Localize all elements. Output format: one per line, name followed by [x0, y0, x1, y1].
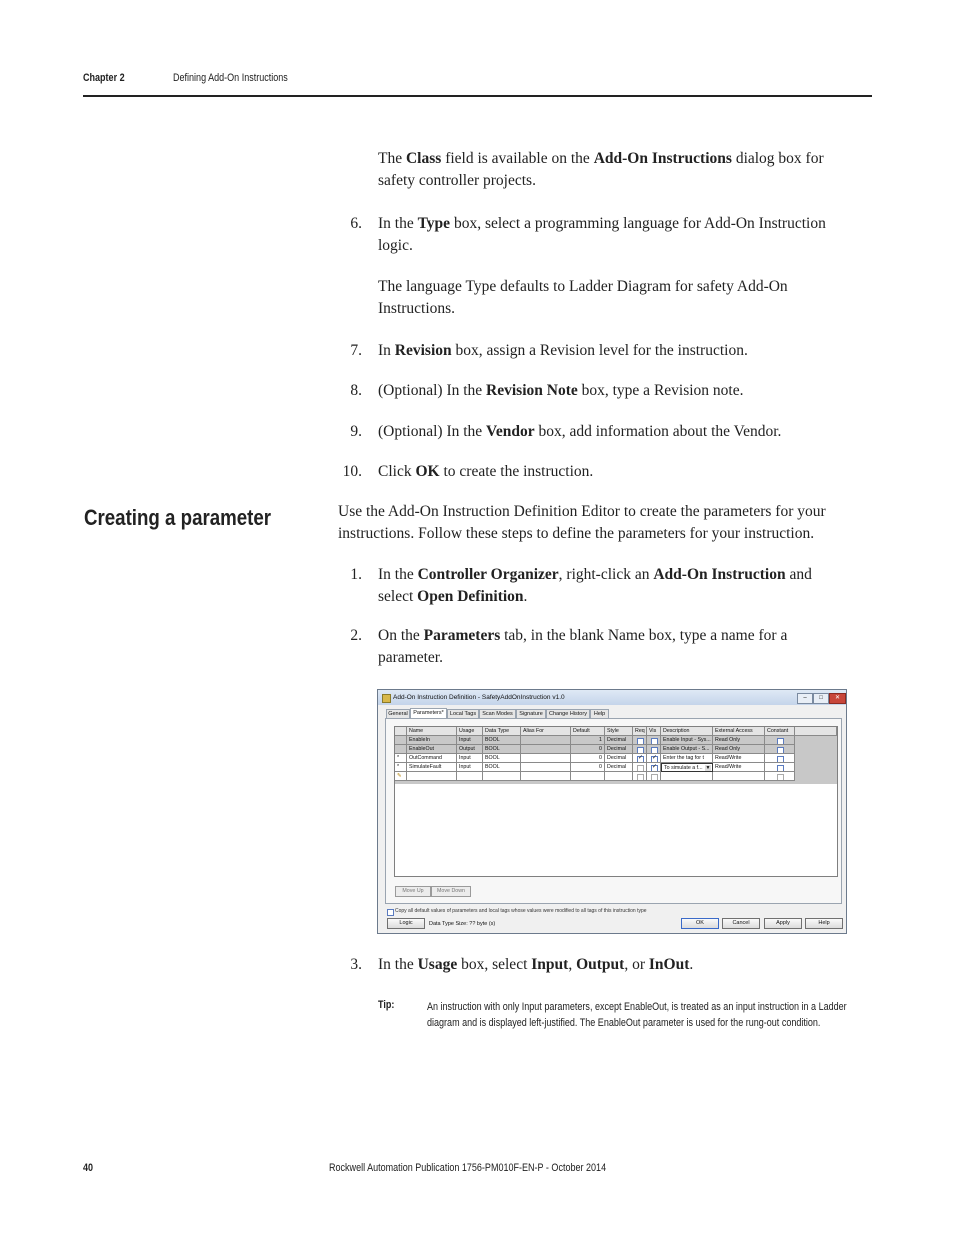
chapter-label: Chapter 2 — [83, 72, 125, 84]
tab-help[interactable]: Help — [590, 709, 609, 720]
class-field-note: The Class field is available on the Add-On Instructions dialog box for safety controller projects. — [378, 150, 824, 189]
tab-parameters[interactable]: Parameters* — [410, 708, 447, 720]
step-7-text: In Revision box, assign a Revision level for the instruction. — [378, 342, 748, 359]
close-button[interactable]: ✕ — [829, 693, 846, 704]
tab-general[interactable]: General — [386, 709, 410, 720]
col-req[interactable]: Req — [633, 727, 647, 736]
col-constant[interactable]: Constant — [765, 727, 795, 736]
vis-checkbox[interactable] — [651, 756, 658, 763]
app-icon — [382, 694, 391, 703]
help-button[interactable]: Help — [805, 918, 843, 929]
add-on-instruction-definition-dialog — [377, 689, 847, 934]
pencil-icon: ✎ — [395, 772, 407, 781]
req-checkbox[interactable] — [637, 747, 644, 754]
step-number: 7. — [350, 342, 362, 359]
step-9-text: (Optional) In the Vendor box, add information about the Vendor. — [378, 423, 782, 440]
step-number: 3. — [350, 956, 362, 973]
col-name[interactable]: Name — [407, 727, 457, 736]
header-rule — [83, 95, 872, 97]
publication-info: Rockwell Automation Publication 1756-PM010F-EN-P - October 2014 — [329, 1162, 607, 1174]
req-checkbox[interactable] — [637, 738, 644, 745]
tip-text: An instruction with only Input parameters, except EnableOut, is treated as an input instruction in a Ladder diagram and is displayed left-justified. The EnableOut parameter is used for the rung-out condition. — [427, 1001, 847, 1029]
vis-checkbox[interactable] — [651, 747, 658, 754]
step-number: 1. — [350, 566, 362, 583]
col-usage[interactable]: Usage — [457, 727, 483, 736]
tab-local-tags[interactable]: Local Tags — [447, 709, 479, 720]
description-editor[interactable]: To simulate a f... ▼ — [661, 763, 713, 772]
tab-scan-modes[interactable]: Scan Modes — [479, 709, 516, 720]
table-row[interactable]: EnableIn Input BOOL 1 Decimal Enable Input - Sys... Read Only — [395, 736, 837, 745]
req-checkbox[interactable] — [637, 756, 644, 763]
apply-button[interactable]: Apply — [764, 918, 802, 929]
new-name-cell[interactable] — [407, 772, 457, 781]
ok-button[interactable]: OK — [681, 918, 719, 929]
chapter-title: Defining Add-On Instructions — [173, 72, 288, 84]
vis-checkbox[interactable] — [651, 774, 658, 781]
maximize-button[interactable]: □ — [813, 693, 829, 704]
type-default-note: The language Type defaults to Ladder Diagram for safety Add-On Instructions. — [378, 278, 788, 317]
param-step-3-text: In the Usage box, select Input, Output, or InOut. — [378, 956, 694, 973]
req-checkbox[interactable] — [637, 774, 644, 781]
table-row[interactable]: * SimulateFault Input BOOL 0 Decimal ✓ To simulate a f... ▼ Read/Write — [395, 763, 837, 772]
step-number: 10. — [342, 463, 362, 480]
parameters-grid — [394, 726, 838, 877]
constant-checkbox[interactable] — [777, 747, 784, 754]
tab-change-history[interactable]: Change History — [546, 709, 590, 720]
table-row[interactable]: * OutCommand Input BOOL 0 Decimal ✓ ✓ Enter the tag for t Read/Write — [395, 754, 837, 763]
tab-signature[interactable]: Signature — [516, 709, 546, 720]
copy-defaults-label: Copy all default values of parameters and local tags whose values were modified to all tags of this instruction type — [395, 908, 647, 914]
table-row[interactable]: EnableOut Output BOOL 0 Decimal Enable Output - S... Read Only — [395, 745, 837, 754]
step-8-text: (Optional) In the Revision Note box, type a Revision note. — [378, 382, 744, 399]
grid-header-row — [395, 727, 837, 736]
param-step-1-text: In the Controller Organizer, right-click an Add-On Instruction and select Open Definition. — [378, 566, 812, 605]
col-default[interactable]: Default — [571, 727, 605, 736]
col-style[interactable]: Style — [605, 727, 633, 736]
new-row[interactable] — [395, 772, 837, 781]
col-data-type[interactable]: Data Type — [483, 727, 521, 736]
constant-checkbox[interactable] — [777, 774, 784, 781]
dialog-title: Add-On Instruction Definition - SafetyAddOnInstruction v1.0 — [393, 694, 565, 701]
dropdown-arrow-icon[interactable]: ▼ — [705, 765, 711, 771]
dialog-title-bar — [378, 690, 846, 705]
param-step-2-text: On the Parameters tab, in the blank Name box, type a name for a parameter. — [378, 627, 788, 666]
step-number: 2. — [350, 627, 362, 644]
constant-checkbox[interactable] — [777, 765, 784, 772]
col-description[interactable]: Description — [661, 727, 713, 736]
col-external-access[interactable]: External Access — [713, 727, 765, 736]
move-up-button[interactable]: Move Up — [395, 886, 431, 897]
constant-checkbox[interactable] — [777, 738, 784, 745]
tip-label: Tip: — [378, 999, 395, 1011]
vis-checkbox[interactable] — [651, 738, 658, 745]
req-checkbox[interactable] — [637, 765, 644, 772]
copy-defaults-checkbox[interactable] — [387, 909, 394, 916]
col-vis[interactable]: Vis — [647, 727, 661, 736]
step-number: 8. — [350, 382, 362, 399]
section-heading: Creating a parameter — [84, 505, 272, 530]
logic-button[interactable]: Logic — [387, 918, 425, 929]
step-10-text: Click OK to create the instruction. — [378, 463, 594, 480]
move-down-button[interactable]: Move Down — [431, 886, 471, 897]
step-6-text: In the Type box, select a programming language for Add-On Instruction logic. — [378, 215, 826, 254]
constant-checkbox[interactable] — [777, 756, 784, 763]
parameters-panel — [385, 718, 842, 904]
section-intro: Use the Add-On Instruction Definition Editor to create the parameters for your instructions. Follow these steps to define the parameters for your instruction. — [338, 503, 826, 542]
step-number: 6. — [350, 215, 362, 232]
step-number: 9. — [350, 423, 362, 440]
vis-checkbox[interactable] — [651, 765, 658, 772]
page-number: 40 — [83, 1162, 94, 1174]
minimize-button[interactable]: – — [797, 693, 813, 704]
cancel-button[interactable]: Cancel — [722, 918, 760, 929]
col-alias-for[interactable]: Alias For — [521, 727, 571, 736]
data-type-size: Data Type Size: ?? byte (s) — [429, 921, 496, 927]
